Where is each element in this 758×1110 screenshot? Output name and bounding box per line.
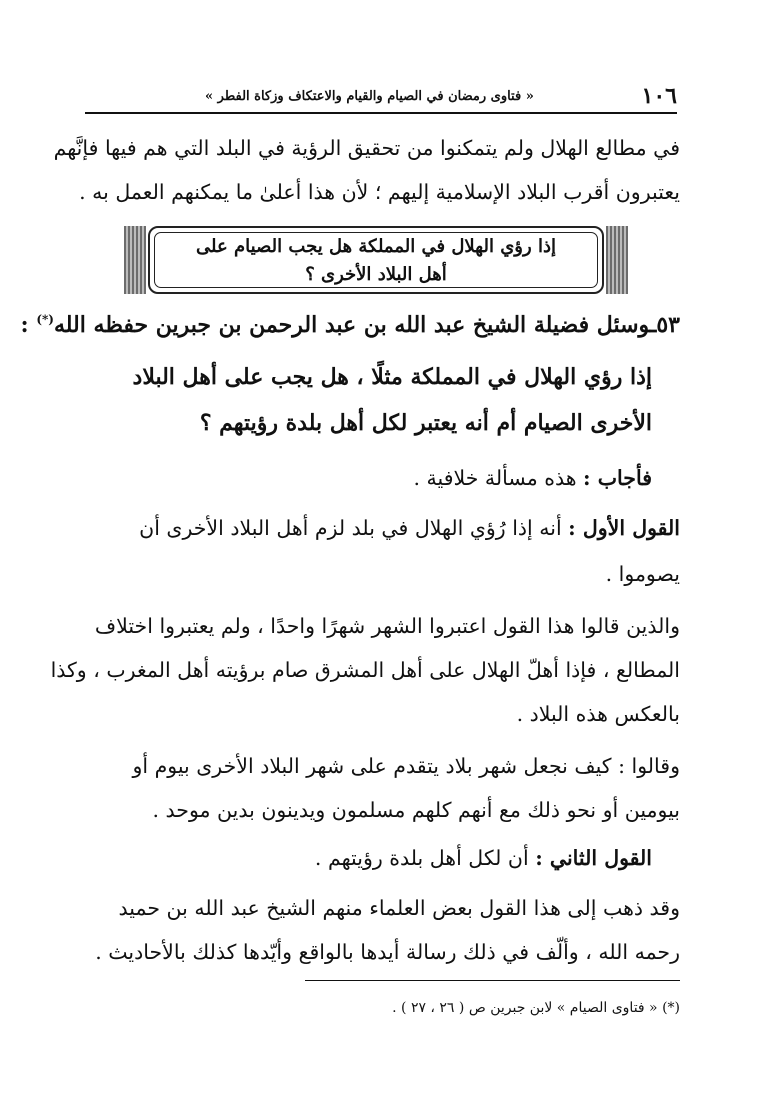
box-ornament-left bbox=[124, 226, 146, 294]
page-header bbox=[85, 83, 677, 109]
footnote: (*) « فتاوى الصيام » لابن جبرين ص ( ٢٦ ، ٢٧ ) . bbox=[392, 1000, 680, 1016]
second-opinion-label: القول الثاني : bbox=[535, 846, 652, 870]
answer-line bbox=[60, 466, 652, 490]
header-rule bbox=[85, 112, 677, 114]
answer-label: فأجاب : bbox=[583, 466, 652, 490]
first-opinion-line-1 bbox=[60, 516, 680, 540]
para2-line-2: بيومين أو نحو ذلك مع أنهم كلهم مسلمون ويدينون بدين موحد . bbox=[152, 798, 680, 822]
footnote-marker: (*) bbox=[36, 312, 54, 327]
first-opinion-label: القول الأول : bbox=[568, 516, 680, 540]
para1-line-1: والذين قالوا هذا القول اعتبروا الشهر شهرًا واحدًا ، ولم يعتبروا اختلاف bbox=[94, 614, 680, 638]
first-opinion-text: أنه إذا رُؤي الهلال في بلد لزم أهل البلاد الأخرى أن bbox=[139, 516, 569, 540]
para1-line-3: بالعكس هذه البلاد . bbox=[516, 702, 680, 726]
second-opinion-line bbox=[60, 846, 652, 870]
question-line-2: الأخرى الصيام أم أنه يعتبر لكل أهل بلدة رؤيتهم ؟ bbox=[199, 410, 652, 436]
box-heading-line-2: أهل البلاد الأخرى ؟ bbox=[305, 264, 447, 285]
para2-line-1: وقالوا : كيف نجعل شهر بلاد يتقدم على شهر البلاد الأخرى بيوم أو bbox=[132, 754, 680, 778]
answer-text: هذه مسألة خلافية . bbox=[413, 466, 584, 490]
first-opinion-line-2: يصوموا . bbox=[605, 562, 680, 586]
para3-line-1: وقد ذهب إلى هذا القول بعض العلماء منهم الشيخ عبد الله بن حميد bbox=[118, 896, 680, 920]
box-heading-line-1: إذا رؤي الهلال في المملكة هل يجب الصيام على bbox=[196, 236, 556, 257]
question-number: ٥٣ـ bbox=[649, 312, 680, 338]
question-intro-text: وسئل فضيلة الشيخ عبد الله بن عبد الرحمن بن جبرين حفظه الله bbox=[53, 312, 650, 338]
question-colon: : bbox=[20, 312, 37, 338]
section-heading-box bbox=[124, 226, 628, 294]
page-number: ١٠٦ bbox=[641, 83, 677, 109]
question-line-1: إذا رؤي الهلال في المملكة مثلًا ، هل يجب على أهل البلاد bbox=[132, 364, 652, 390]
running-title: « فتاوى رمضان في الصيام والقيام والاعتكاف وزكاة الفطر » bbox=[205, 89, 534, 104]
second-opinion-text: أن لكل أهل بلدة رؤيتهم . bbox=[314, 846, 536, 870]
para1-line-2: المطالع ، فإذا أهلّ الهلال على أهل المشرق صام برؤيته أهل المغرب ، وكذا bbox=[50, 658, 680, 682]
para3-line-2: رحمه الله ، وألّف في ذلك رسالة أيدها بالواقع وأيّدها كذلك بالأحاديث . bbox=[95, 940, 680, 964]
question-intro bbox=[20, 312, 680, 338]
intro-line-1: في مطالع الهلال ولم يتمكنوا من تحقيق الرؤية في البلد التي هم فيها فإنَّهم bbox=[53, 136, 680, 160]
footnote-rule bbox=[305, 980, 680, 981]
intro-line-2: يعتبرون أقرب البلاد الإسلامية إليهم ؛ لأن هذا أعلىٰ ما يمكنهم العمل به . bbox=[79, 180, 680, 204]
box-ornament-right bbox=[606, 226, 628, 294]
